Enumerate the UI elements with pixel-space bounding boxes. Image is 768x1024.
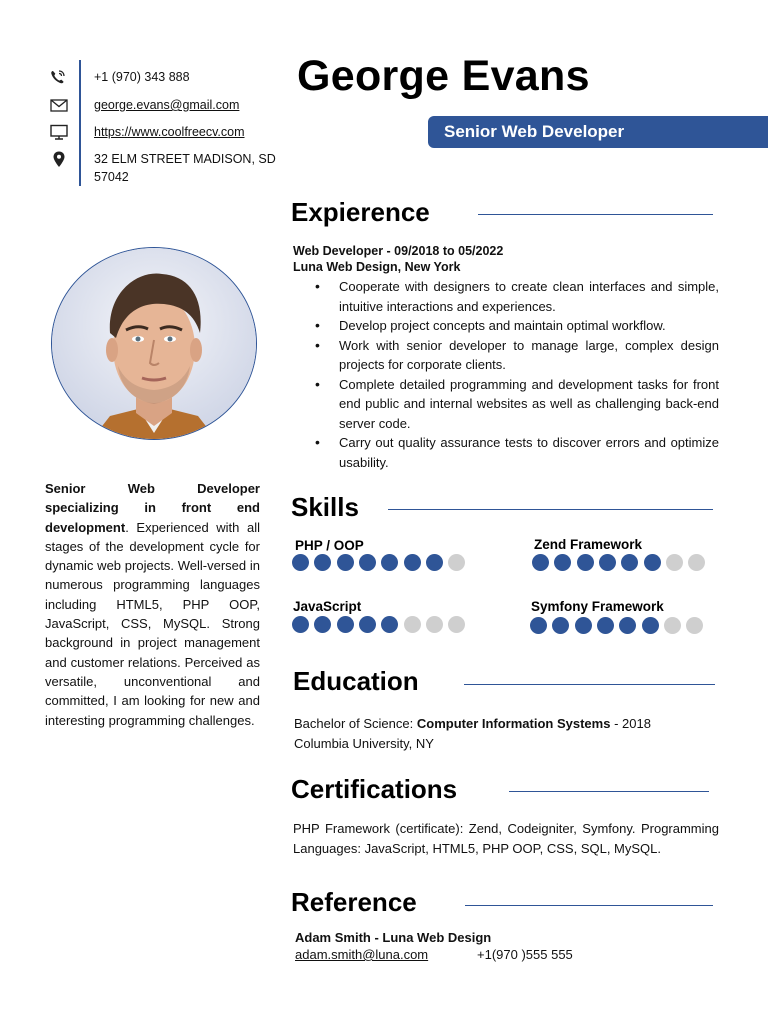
certifications-text: PHP Framework (certificate): Zend, Codeigniter, Symfony. Programming Languages: JavaScript, HTML5, PHP OOP, CSS, SQL, MySQL. — [293, 821, 719, 856]
rating-dot-empty — [448, 616, 465, 633]
experience-role: Web Developer - 09/2018 to 05/2022 — [293, 244, 504, 258]
experience-bullets — [293, 277, 719, 472]
list-item: • Cooperate with designers to create clean interfaces and simple, intuitive interactions and experiences. — [293, 277, 719, 316]
experience-rule — [478, 214, 713, 215]
experience-heading: Expierence — [291, 197, 430, 227]
list-item: • Develop project concepts and maintain optimal workflow. — [293, 316, 719, 336]
education-school: Columbia University, NY — [294, 735, 434, 751]
portrait-illustration — [52, 248, 256, 439]
rating-dot-filled — [381, 616, 398, 633]
monitor-icon — [48, 123, 70, 141]
education-heading: Education — [293, 666, 419, 696]
skill-name: JavaScript — [293, 599, 362, 614]
rating-dot-filled — [575, 617, 592, 634]
rating-dot-filled — [597, 617, 614, 634]
rating-dot-empty — [666, 554, 683, 571]
rating-dot-filled — [404, 554, 421, 571]
rating-dot-empty — [448, 554, 465, 571]
reference-phone: +1(970 )555 555 — [477, 947, 573, 962]
mail-icon — [48, 96, 70, 114]
phone-text: +1 (970) 343 888 — [94, 70, 190, 84]
list-item: • Carry out quality assurance tests to discover errors and optimize usability. — [293, 433, 719, 472]
phone-icon — [48, 68, 70, 86]
rating-dot-filled — [599, 554, 616, 571]
reference-email-link[interactable]: adam.smith@luna.com — [295, 947, 429, 962]
location-pin-icon — [48, 150, 70, 168]
skills-heading: Skills — [291, 492, 359, 522]
list-item: • Complete detailed programming and development tasks for front end public and internal websites as well as challenging back-end server code. — [293, 375, 719, 434]
rating-dot-filled — [314, 616, 331, 633]
rating-dot-filled — [337, 554, 354, 571]
list-item: • Work with senior developer to manage large, complex design projects for corporate clients. — [293, 336, 719, 375]
contact-divider — [79, 60, 81, 186]
rating-dot-filled — [359, 616, 376, 633]
rating-dot-empty — [664, 617, 681, 634]
rating-dot-filled — [426, 554, 443, 571]
skill-name: Zend Framework — [534, 537, 643, 552]
rating-dot-filled — [642, 617, 659, 634]
skill-name: Symfony Framework — [531, 599, 664, 614]
rating-dot-filled — [292, 554, 309, 571]
experience-header — [293, 243, 503, 275]
rating-dot-filled — [552, 617, 569, 634]
rating-dot-empty — [426, 616, 443, 633]
rating-dot-filled — [577, 554, 594, 571]
rating-dot-empty — [688, 554, 705, 571]
address-line-2: 57042 — [94, 170, 129, 184]
education-field: Computer Information Systems — [416, 716, 611, 731]
rating-dot-filled — [314, 554, 331, 571]
certifications-heading: Certifications — [291, 774, 458, 804]
rating-dot-filled — [621, 554, 638, 571]
rating-dot-filled — [292, 616, 309, 633]
profile-photo — [51, 247, 257, 440]
education-year: - 2018 — [610, 716, 651, 731]
profile-lead: Senior Web Developer specializing in front end development — [45, 481, 260, 535]
rating-dot-filled — [532, 554, 549, 571]
profile-body: . Experienced with all stages of the development cycle for dynamic web projects. Well-versed in numerous programming languages including HTML5, PHP OOP, JavaScript, CSS, MySQL. Strong background in project management and customer relations. Perceived as versatile, unconventional and committed, I am looking for new and interesting programming challenges. — [45, 519, 260, 728]
reference-rule — [465, 905, 713, 906]
reference-heading: Reference — [291, 887, 417, 917]
job-title-banner — [428, 116, 768, 148]
education-entry — [294, 714, 714, 753]
candidate-name: George Evans — [297, 52, 590, 100]
certifications-rule — [509, 791, 709, 792]
education-degree: Bachelor of Science: — [294, 716, 417, 731]
email-link[interactable]: george.evans@gmail.com — [94, 98, 240, 112]
rating-dot-filled — [530, 617, 547, 634]
address-line-1: 32 ELM STREET MADISON, SD — [94, 152, 276, 166]
rating-dot-filled — [337, 616, 354, 633]
rating-dot-filled — [644, 554, 661, 571]
website-link[interactable]: https://www.coolfreecv.com — [94, 125, 245, 139]
reference-name: Adam Smith - Luna Web Design — [295, 930, 492, 945]
rating-dot-empty — [404, 616, 421, 633]
rating-dot-filled — [619, 617, 636, 634]
skills-rule — [388, 509, 713, 510]
education-rule — [464, 684, 715, 685]
profile-summary — [45, 479, 260, 730]
rating-dot-filled — [359, 554, 376, 571]
rating-dot-filled — [554, 554, 571, 571]
rating-dot-empty — [686, 617, 703, 634]
skill-name: PHP / OOP — [295, 538, 364, 553]
address-text — [94, 150, 284, 186]
experience-company: Luna Web Design, New York — [293, 260, 461, 274]
rating-dot-filled — [381, 554, 398, 571]
job-title: Senior Web Developer — [444, 122, 625, 141]
